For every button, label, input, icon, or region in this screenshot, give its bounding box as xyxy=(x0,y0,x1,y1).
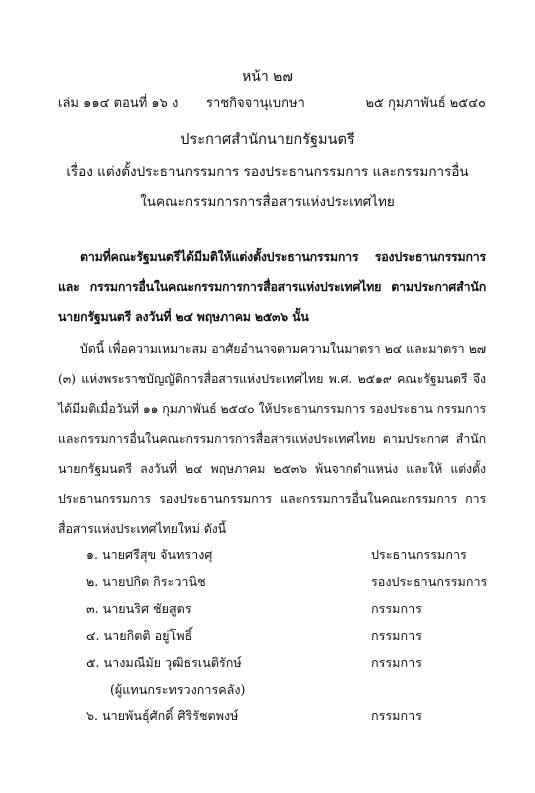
list-item xyxy=(0,626,535,653)
member-name: ๑. นายศรีสุข จันทรางศุ xyxy=(86,547,213,562)
member-name: ๒. นายปกิต กิระวานิช xyxy=(86,574,206,589)
publication-date: ๒๕ กุมภาพันธ์ ๒๕๔๐ xyxy=(365,96,486,111)
page-number: หน้า ๒๗ xyxy=(242,69,293,85)
member-role: กรรมการ xyxy=(371,655,422,670)
volume-info: เล่ม ๑๑๔ ตอนที่ ๑๖ ง xyxy=(58,96,179,111)
publication-name: ราชกิจจานุเบกษา xyxy=(206,96,305,111)
member-note: (ผู้แทนกระทรวงการคลัง) xyxy=(110,682,246,697)
list-item xyxy=(0,572,535,599)
member-role: รองประธานกรรมการ xyxy=(371,574,488,589)
member-role: กรรมการ xyxy=(371,601,422,616)
list-item xyxy=(0,545,535,572)
member-name: ๕. นางมณีมัย วุฒิธรเนติรักษ์ xyxy=(86,655,242,670)
announcement-title: ประกาศสำนักนายกรัฐมนตรี xyxy=(180,132,355,148)
list-item xyxy=(0,706,535,733)
member-name: ๓. นายนริศ ชัยสูตร xyxy=(86,601,192,616)
member-name: ๖. นายพันธุ์ศักดิ์ ศิริรัชตพงษ์ xyxy=(86,708,239,723)
member-role: ประธานกรรมการ xyxy=(371,547,467,562)
announcement-subject: เรื่อง แต่งตั้งประธานกรรมการ รองประธานกรรมการ และกรรมการอื่น xyxy=(66,164,469,180)
member-name: ๔. นายกิตติ อยู่โพธิ์ xyxy=(86,628,193,643)
announcement-subject-cont: ในคณะกรรมการการสื่อสารแห่งประเทศไทย xyxy=(140,194,395,210)
list-item xyxy=(0,599,535,626)
paragraph-resolution: บัดนี้ เพื่อความเหมาะสม อาศัยอำนาจตามความในมาตรา ๒๔ และมาตรา ๒๗ (๓) แห่งพระราชบัญญัติการสื่อสารแห่งประเทศไทย พ.ศ. ๒๕๑๙ คณะรัฐมนตรี จึงได้มีมติเมื่อวันที่ ๑๑ กุมภาพันธ์ ๒๕๔๐ ให้ประธานกรรมการ รองประธาน กรรมการ และกรรมการอื่นในคณะกรรมการการสื่อสารแห่งประเทศไทย ตามประกาศ สำนักนายกรัฐมนตรี ลงวันที่ ๒๔ พฤษภาคม ๒๕๓๖ พ้นจากตำแหน่ง และให้ แต่งตั้งประธานกรรมการ รองประธานกรรมการ และกรรมการอื่นในคณะกรรมการ การสื่อสารแห่งประเทศไทยใหม่ ดังนี้ xyxy=(58,341,486,536)
member-list xyxy=(0,545,535,733)
paragraph-background: ตามที่คณะรัฐมนตรีได้มีมติให้แต่งตั้งประธานกรรมการ รองประธานกรรมการ และ กรรมการอื่นในคณะกรรมการการสื่อสารแห่งประเทศไทย ตามประกาศสำนักนายกรัฐมนตรี ลงวันที่ ๒๔ พฤษภาคม ๒๕๓๖ นั้น xyxy=(58,249,486,324)
list-item-note xyxy=(0,680,535,706)
list-item xyxy=(0,653,535,680)
member-role: กรรมการ xyxy=(371,628,422,643)
member-role: กรรมการ xyxy=(371,708,422,723)
